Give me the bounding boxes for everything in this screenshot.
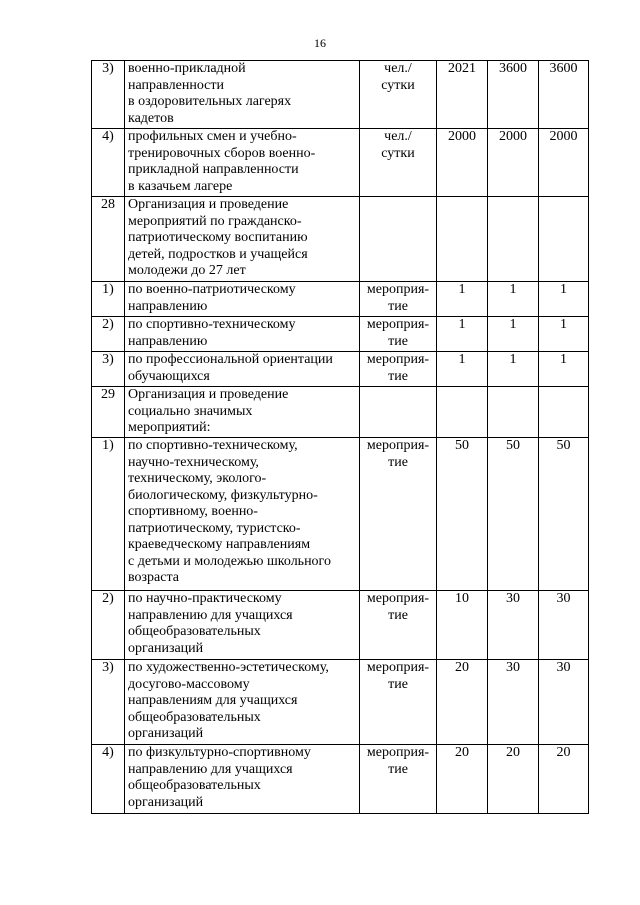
unit-line: мероприя-	[366, 317, 430, 332]
unit-line: тие	[388, 676, 408, 692]
row-unit	[360, 745, 437, 814]
name-line: направлению для учащихся	[128, 607, 293, 623]
value-year-3: 20	[539, 745, 589, 814]
row-name	[125, 352, 360, 387]
value-year-2: 30	[488, 591, 539, 660]
value-year-3: 1	[539, 317, 589, 352]
unit-line: мероприя-	[366, 282, 430, 297]
name-line: возраста	[128, 570, 179, 585]
name-line: Организация и проведение	[128, 197, 289, 212]
name-line: по спортивно-техническому,	[128, 438, 298, 453]
value-year-3	[539, 387, 589, 438]
row-number: 3)	[92, 61, 125, 129]
row-name	[125, 129, 360, 197]
value-year-3	[539, 197, 589, 282]
name-line: общеобразовательных	[128, 778, 261, 793]
row-number: 2)	[92, 591, 125, 660]
row-number: 3)	[92, 352, 125, 387]
unit-line: мероприя-	[366, 352, 430, 367]
row-unit	[360, 197, 437, 282]
name-line: досугово-массовому	[128, 676, 250, 692]
name-line: социально значимых	[128, 403, 253, 419]
table-row	[92, 352, 589, 387]
row-name	[125, 438, 360, 591]
name-line: краеведческому направлениям	[128, 537, 311, 552]
row-name	[125, 317, 360, 352]
row-name	[125, 660, 360, 745]
name-line: спортивному, военно-	[128, 504, 258, 519]
row-number: 3)	[92, 660, 125, 745]
name-line: направлениям для учащихся	[128, 693, 298, 708]
value-year-1	[437, 197, 488, 282]
name-line: направлению	[128, 298, 208, 314]
unit-line: мероприя-	[366, 660, 430, 675]
name-line: организаций	[128, 640, 204, 656]
name-line: мероприятий:	[128, 420, 211, 435]
row-unit	[360, 129, 437, 197]
unit-line: мероприя-	[366, 591, 430, 606]
row-unit	[360, 61, 437, 129]
row-number: 28	[92, 197, 125, 282]
name-line: общеобразовательных	[128, 624, 261, 639]
name-line: по художественно-эстетическому,	[128, 660, 329, 675]
value-year-2: 2000	[488, 129, 539, 197]
row-name	[125, 197, 360, 282]
value-year-2: 30	[488, 660, 539, 745]
value-year-2: 1	[488, 352, 539, 387]
row-number: 1)	[92, 438, 125, 591]
name-line: общеобразовательных	[128, 709, 261, 725]
name-line: в казачьем лагере	[128, 178, 233, 194]
unit-line: тие	[388, 454, 408, 470]
row-number: 4)	[92, 129, 125, 197]
unit-line: тие	[388, 761, 408, 777]
row-number: 4)	[92, 745, 125, 814]
value-year-2: 1	[488, 317, 539, 352]
name-line: по научно-практическому	[128, 591, 282, 606]
name-line: направлению	[128, 333, 208, 349]
name-line: тренировочных сборов военно-	[128, 145, 316, 161]
name-line: в оздоровительных лагерях	[128, 94, 292, 109]
value-year-1: 1	[437, 282, 488, 317]
table-row	[92, 745, 589, 814]
table-row	[92, 129, 589, 197]
value-year-1: 2000	[437, 129, 488, 197]
row-name	[125, 591, 360, 660]
value-year-1: 1	[437, 317, 488, 352]
value-year-2: 50	[488, 438, 539, 591]
name-line: патриотическому воспитанию	[128, 230, 308, 245]
row-unit	[360, 352, 437, 387]
table-row	[92, 282, 589, 317]
value-year-3: 1	[539, 352, 589, 387]
table-row	[92, 387, 589, 438]
row-unit	[360, 591, 437, 660]
table-row	[92, 438, 589, 591]
name-line: с детьми и молодежью школьного	[128, 553, 331, 569]
name-line: техническому, эколого-	[128, 471, 267, 486]
value-year-3: 30	[539, 660, 589, 745]
name-line: направлению для учащихся	[128, 761, 293, 777]
table-row	[92, 591, 589, 660]
name-line: по спортивно-техническому	[128, 317, 296, 332]
name-line: кадетов	[128, 110, 174, 126]
name-line: по военно-патриотическому	[128, 282, 296, 297]
row-unit	[360, 387, 437, 438]
row-name	[125, 61, 360, 129]
value-year-2: 20	[488, 745, 539, 814]
name-line: профильных смен и учебно-	[128, 129, 297, 144]
unit-line: чел./	[384, 129, 412, 144]
value-year-3: 30	[539, 591, 589, 660]
unit-line: сутки	[381, 77, 415, 93]
plan-table	[91, 60, 589, 814]
name-line: организаций	[128, 794, 204, 810]
row-number: 1)	[92, 282, 125, 317]
row-number: 29	[92, 387, 125, 438]
table-row	[92, 197, 589, 282]
name-line: военно-прикладной	[128, 61, 246, 76]
value-year-1: 20	[437, 745, 488, 814]
name-line: обучающихся	[128, 368, 210, 384]
name-line: Организация и проведение	[128, 387, 289, 402]
table-row	[92, 317, 589, 352]
unit-line: тие	[388, 368, 408, 384]
value-year-1	[437, 387, 488, 438]
name-line: по профессиональной ориентации	[128, 352, 333, 367]
value-year-2	[488, 387, 539, 438]
name-line: детей, подростков и учащейся	[128, 246, 308, 262]
value-year-1: 2021	[437, 61, 488, 129]
table-row	[92, 660, 589, 745]
value-year-2: 3600	[488, 61, 539, 129]
value-year-1: 50	[437, 438, 488, 591]
unit-line: мероприя-	[366, 438, 430, 453]
name-line: научно-техническому,	[128, 454, 259, 470]
name-line: биологическому, физкультурно-	[128, 487, 318, 503]
name-line: молодежи до 27 лет	[128, 263, 246, 278]
value-year-3: 2000	[539, 129, 589, 197]
name-line: организаций	[128, 726, 204, 741]
value-year-2	[488, 197, 539, 282]
row-name	[125, 745, 360, 814]
row-unit	[360, 660, 437, 745]
value-year-3: 50	[539, 438, 589, 591]
name-line: по физкультурно-спортивному	[128, 745, 311, 760]
row-unit	[360, 317, 437, 352]
unit-line: чел./	[384, 61, 412, 76]
row-name	[125, 387, 360, 438]
row-unit	[360, 438, 437, 591]
row-unit	[360, 282, 437, 317]
value-year-1: 1	[437, 352, 488, 387]
unit-line: сутки	[381, 145, 415, 161]
name-line: патриотическому, туристско-	[128, 520, 301, 536]
page-number: 16	[314, 36, 326, 50]
row-number: 2)	[92, 317, 125, 352]
value-year-3: 3600	[539, 61, 589, 129]
unit-line: тие	[388, 333, 408, 349]
unit-line: тие	[388, 607, 408, 623]
row-name	[125, 282, 360, 317]
name-line: прикладной направленности	[128, 162, 299, 177]
name-line: направленности	[128, 77, 225, 93]
name-line: мероприятий по гражданско-	[128, 213, 302, 229]
unit-line: мероприя-	[366, 745, 430, 760]
value-year-2: 1	[488, 282, 539, 317]
unit-line: тие	[388, 298, 408, 314]
value-year-1: 10	[437, 591, 488, 660]
value-year-3: 1	[539, 282, 589, 317]
value-year-1: 20	[437, 660, 488, 745]
table-row	[92, 61, 589, 129]
